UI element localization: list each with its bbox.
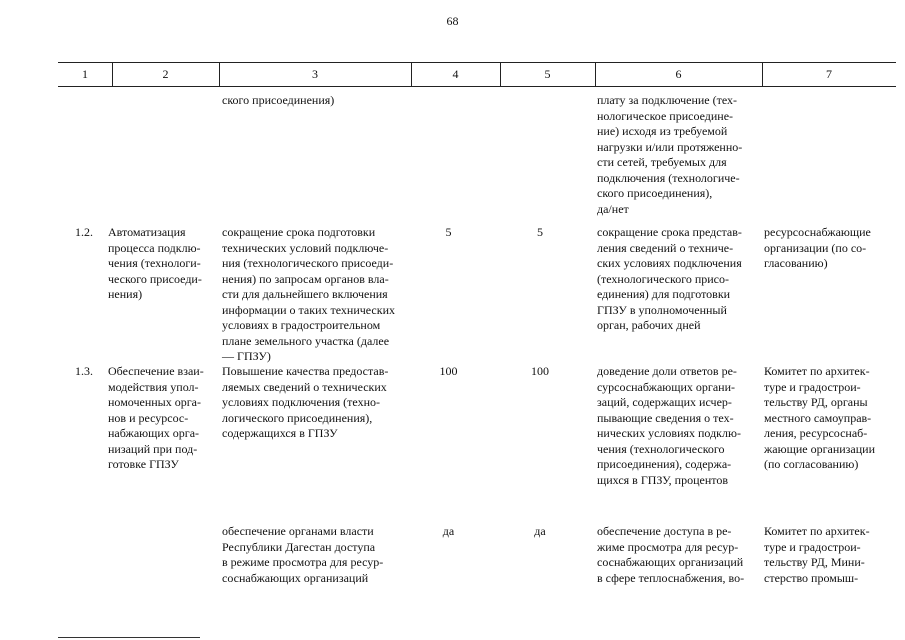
row-measure: Повышение качества предостав- ляемых сведений о технических условиях подключения (техно- логического присоединения), содержащихся в ГПЗУ (222, 364, 389, 440)
row-responsible: Комитет по архитек- туре и градострои- тельству РД, Мини- стерство промыш- (764, 524, 870, 585)
row-responsible: ресурсоснабжающие организации (по со- гласованию) (764, 225, 871, 270)
row-measure: сокращение срока подготовки технических условий подключе- ния (технологического присоеди- нения) по запросам органов вла- сти для дальнейшего включения информации о таких технических условиях в градостроительном плане земельного участка (далее — ГПЗУ) (222, 225, 396, 363)
cont-measure-cell: ского присоединения) (222, 93, 335, 107)
column-header-6: 6 (675, 67, 682, 81)
row-name: Обеспечение взаи- модействия упол- номоченных орга- нов и ресурсос- набжающих орга- низаций при под- готовке ГПЗУ (108, 364, 204, 471)
row-value-2020: 100 (439, 364, 458, 378)
row-indicator: доведение доли ответов ре- сурсоснабжающих органи- заций, содержащих исчер- пывающие сведения о тех- нических условиях подклю- чения (технологического присоединения), содержа- щихся в ГПЗУ, процентов (597, 364, 741, 487)
cont-indicator-cell: плату за подключение (тех- нологическое присоедине- ние) исходя из требуемой нагрузки и/или протяженно- сти сетей, требуемых для подключения (технологиче- ского присоединения), да/нет (597, 93, 743, 216)
column-header-7: 7 (826, 67, 832, 81)
row-indicator: обеспечение доступа в ре- жиме просмотра для ресур- соснабжающих организаций в сфере теплоснабжения, во- (597, 524, 745, 585)
row-value-2020: да (442, 524, 455, 538)
column-header-2: 2 (162, 67, 169, 81)
column-header-3: 3 (312, 67, 318, 81)
row-value-2020: 5 (445, 225, 452, 239)
row-name: Автоматизация процесса подклю- чения (технологи- ческого присоеди- нения) (108, 225, 202, 301)
row-code: 1.2. (75, 225, 93, 239)
row-responsible: Комитет по архитек- туре и градострои- тельству РД, органы местного самоуправ- ления, ресурсоснаб- жающие организации (по согласованию) (764, 364, 875, 471)
column-header-1: 1 (82, 67, 88, 81)
row-indicator: сокращение срока представ- ления сведений о техниче- ских условиях подключения (технологического присо- единения) для подготовки ГПЗУ в уполномоченный орган, рабочих дней (597, 225, 742, 332)
page-number: 68 (446, 14, 459, 28)
row-value-2021: 100 (531, 364, 549, 378)
column-header-5: 5 (544, 67, 551, 81)
row-measure: обеспечение органами власти Республики Дагестан доступа в режиме просмотра для ресур- соснабжающих организаций (222, 524, 384, 585)
column-header-4: 4 (452, 67, 459, 81)
page-bottom-rule (58, 637, 200, 638)
header-bottom-border (58, 86, 896, 87)
row-code: 1.3. (75, 364, 93, 378)
row-value-2021: 5 (537, 225, 543, 239)
row-value-2021: да (534, 524, 546, 538)
